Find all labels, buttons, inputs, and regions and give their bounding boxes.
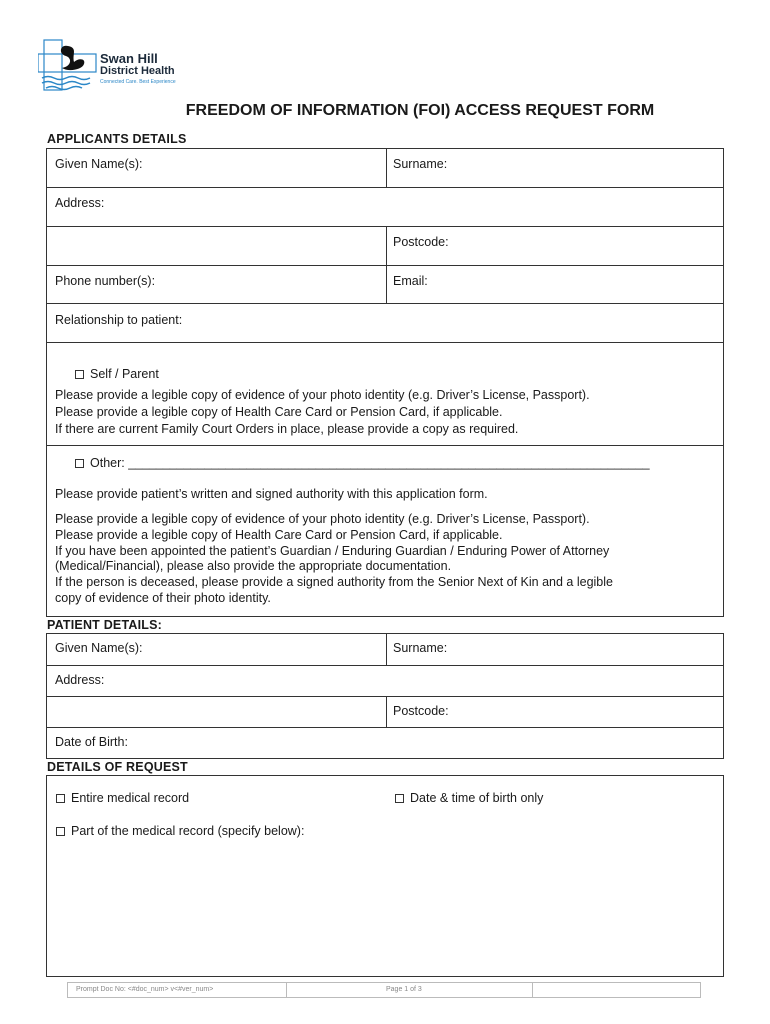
swan-hill-logo [38, 38, 218, 98]
applicant-postcode-field[interactable]: Postcode: [393, 235, 449, 249]
footer-page-number: Page 1 of 3 [386, 986, 422, 993]
self-parent-block [47, 343, 723, 446]
swan-logo-icon [38, 38, 98, 98]
patient-dob-row [47, 728, 723, 758]
other-instruction-4: (Medical/Financial), please also provide the appropriate documentation. [55, 559, 452, 573]
logo-name-line2: District Health [100, 65, 175, 77]
patient-postcode-field[interactable]: Postcode: [393, 704, 449, 718]
applicant-email-field[interactable]: Email: [393, 274, 428, 288]
other-authority-text: Please provide patient’s written and signed authority with this application form. [55, 487, 488, 501]
other-instruction-3: If you have been appointed the patient’s Guardian / Enduring Guardian / Enduring Power of Attorney [55, 544, 610, 558]
applicant-address-row [47, 188, 723, 227]
other-instruction-6: copy of evidence of their photo identity. [55, 591, 271, 605]
self-instruction-3: If there are current Family Court Orders in place, please provide a copy as required. [55, 422, 519, 436]
other-label: Other: ___________________________________________________________________________ [90, 456, 650, 470]
self-parent-option[interactable] [75, 367, 159, 381]
patient-postcode-row [47, 697, 723, 728]
applicant-given-names-field[interactable]: Given Name(s): [55, 157, 143, 171]
part-record-option[interactable] [56, 824, 304, 838]
other-instruction-1: Please provide a legible copy of evidence of your photo identity (e.g. Driver’s License, Passport). [55, 512, 590, 526]
applicant-phone-field[interactable]: Phone number(s): [55, 274, 156, 288]
applicant-postcode-row [47, 227, 723, 266]
patient-dob-field[interactable]: Date of Birth: [55, 735, 128, 749]
other-block [47, 446, 723, 616]
other-instruction-2: Please provide a legible copy of Health Care Card or Pension Card, if applicable. [55, 528, 503, 542]
other-option[interactable] [75, 456, 650, 470]
self-parent-label: Self / Parent [90, 367, 159, 381]
birth-only-option[interactable] [395, 791, 543, 805]
patient-surname-field[interactable]: Surname: [393, 641, 448, 655]
logo-name-line1: Swan Hill [100, 51, 158, 66]
applicant-surname-field[interactable]: Surname: [393, 157, 448, 171]
patient-heading: PATIENT DETAILS: [47, 618, 162, 632]
patient-address-field[interactable]: Address: [55, 673, 105, 687]
self-instruction-1: Please provide a legible copy of evidence of your photo identity (e.g. Driver’s License, Passport). [55, 388, 590, 402]
patient-given-names-field[interactable]: Given Name(s): [55, 641, 143, 655]
entire-record-option[interactable] [56, 791, 189, 805]
footer-doc-number: Prompt Doc No: <#doc_num> v<#ver_num> [76, 986, 214, 993]
request-heading: DETAILS OF REQUEST [47, 760, 188, 774]
applicants-heading: APPLICANTS DETAILS [47, 132, 187, 146]
birth-only-checkbox[interactable] [395, 794, 404, 803]
other-instruction-5: If the person is deceased, please provide a signed authority from the Senior Next of Kin and a legible [55, 575, 613, 589]
page-title: FREEDOM OF INFORMATION (FOI) ACCESS REQUEST FORM [185, 102, 655, 119]
part-record-checkbox[interactable] [56, 827, 65, 836]
self-instruction-2: Please provide a legible copy of Health Care Card or Pension Card, if applicable. [55, 405, 503, 419]
applicants-table [46, 148, 724, 617]
relationship-label: Relationship to patient: [55, 313, 183, 327]
logo-tagline: Connected Care. Best Experience [100, 79, 176, 85]
patient-address-row [47, 666, 723, 697]
birth-only-label: Date & time of birth only [410, 791, 544, 805]
relationship-row [47, 304, 723, 343]
self-parent-checkbox[interactable] [75, 370, 84, 379]
applicant-name-row [47, 149, 723, 188]
part-record-label: Part of the medical record (specify below): [71, 824, 305, 838]
entire-record-checkbox[interactable] [56, 794, 65, 803]
other-checkbox[interactable] [75, 459, 84, 468]
applicant-address-field[interactable]: Address: [55, 196, 105, 210]
patient-name-row [47, 634, 723, 666]
request-box [46, 775, 724, 977]
page-footer [67, 982, 701, 998]
patient-table [46, 633, 724, 759]
applicant-contact-row [47, 266, 723, 304]
entire-record-label: Entire medical record [71, 791, 190, 805]
